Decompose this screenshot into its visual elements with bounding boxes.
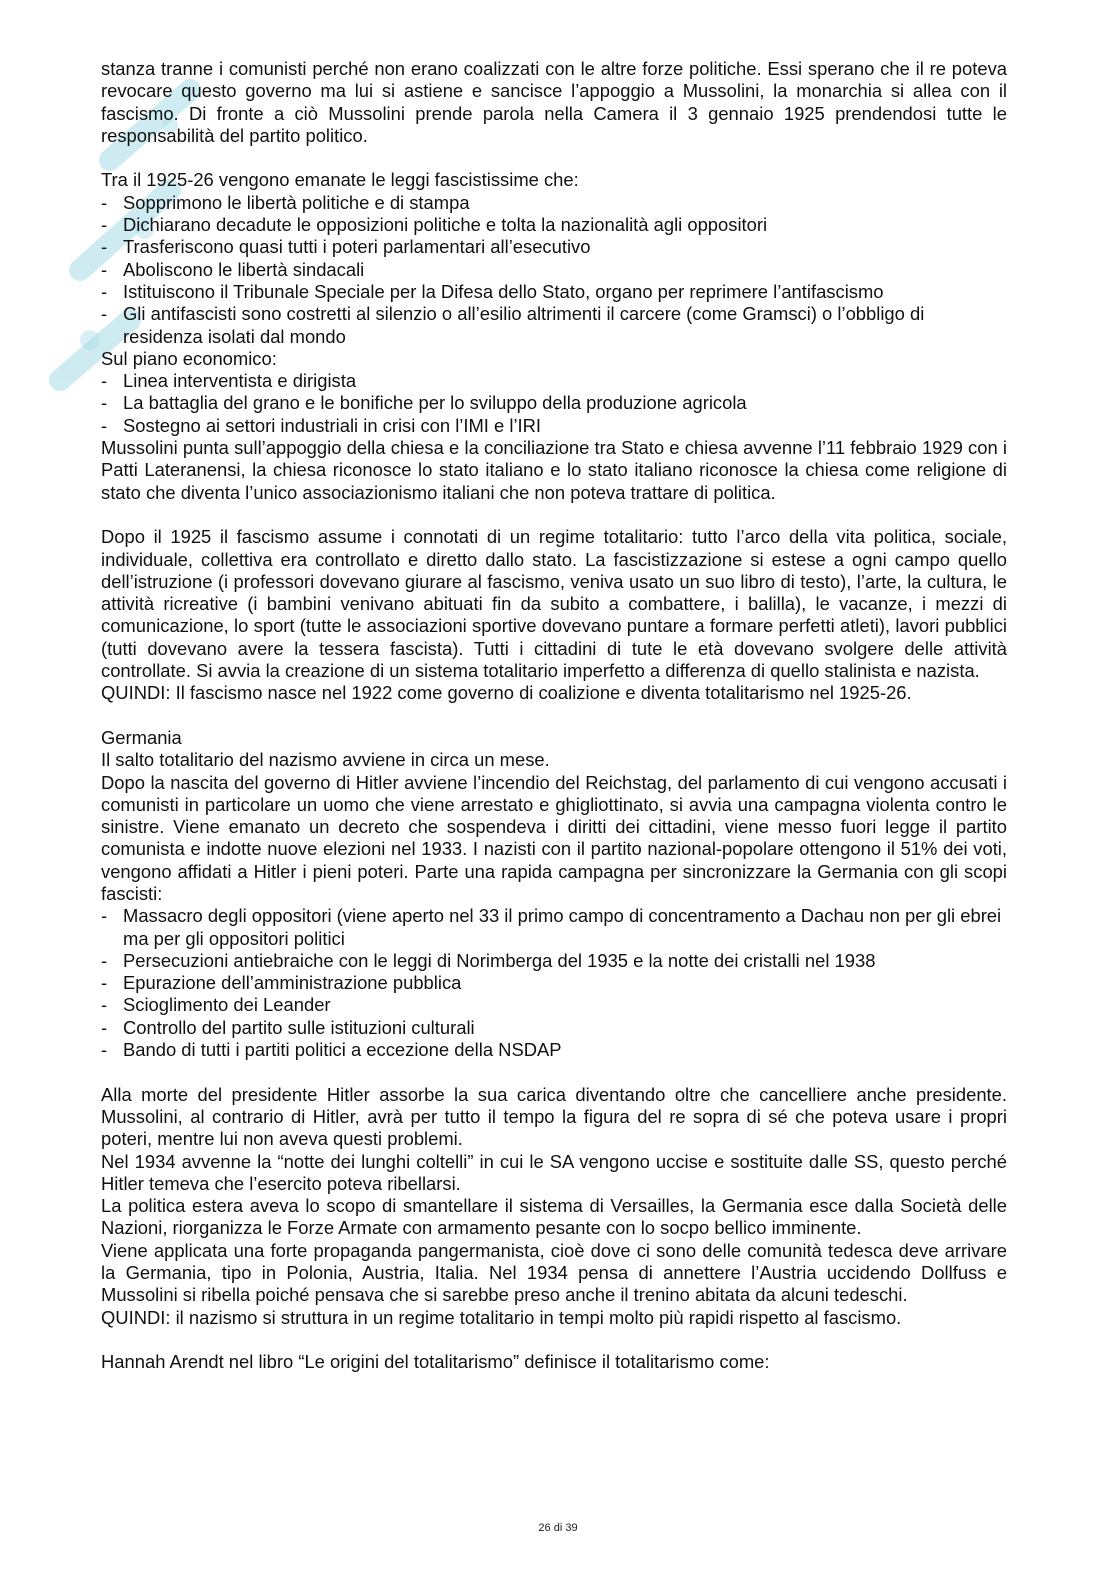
paragraph-arendt: Hannah Arendt nel libro “Le origini del totalitarismo” definisce il totalitarismo come: <box>101 1351 770 1373</box>
list-item: - Istituiscono il Tribunale Speciale per la Difesa dello Stato, organo per reprimere l’antifascismo <box>101 281 1007 303</box>
list-item: - Sopprimono le libertà politiche e di stampa <box>101 192 1007 214</box>
list-item: - La battaglia del grano e le bonifiche per lo sviluppo della produzione agricola <box>101 392 1007 414</box>
list-item: - Aboliscono le libertà sindacali <box>101 259 1007 281</box>
page-number: 26 di 39 <box>538 1522 578 1534</box>
economico-intro: Sul piano economico: <box>101 347 277 369</box>
germania-list <box>101 905 1007 1061</box>
document-body <box>101 58 1007 1374</box>
list-item: - Bando di tutti i partiti politici a eccezione della NSDAP <box>101 1039 1007 1061</box>
paragraph-morte-presidente: Alla morte del presidente Hitler assorbe la sua carica diventando oltre che cancelliere anche presidente. Mussolini, al contrario di Hitler, avrà per tutto il tempo la figura del re sopra di sé che poteva usare i propri poteri, mentre lui non aveva questi problemi. <box>101 1083 1007 1150</box>
list-item: - Sostegno ai settori industriali in crisi con l’IMI e l’IRI <box>101 415 1007 437</box>
paragraph-notte-coltelli: Nel 1934 avvenne la “notte dei lunghi coltelli” in cui le SA vengono uccise e sostituite dalle SS, questo perché Hitler temeva che l’esercito poteva ribellarsi. <box>101 1150 1007 1194</box>
list-item: - Controllo del partito sulle istituzioni culturali <box>101 1017 1007 1039</box>
paragraph-propaganda: Viene applicata una forte propaganda pangermanista, cioè dove ci sono delle comunità tedesca deve arrivare la Germania, tipo in Polonia, Austria, Italia. Nel 1934 pensa di annettere l’Austria uccidendo Dollfuss e Mussolini si ribella poiché pensava che si sarebbe preso anche il trenino abitata da alcuni tedeschi. <box>101 1239 1007 1306</box>
paragraph-politica-estera: La politica estera aveva lo scopo di smantellare il sistema di Versailles, la Germania esce dalla Società delle Nazioni, riorganizza le Forze Armate con armamento pesante con lo socpo bellico imminente. <box>101 1195 1007 1239</box>
list-item: - Persecuzioni antiebraiche con le leggi di Norimberga del 1935 e la notte dei cristalli nel 1938 <box>101 950 1007 972</box>
paragraph-quindi-nazismo: QUINDI: il nazismo si struttura in un regime totalitario in tempi molto più rapidi rispetto al fascismo. <box>101 1306 902 1328</box>
list-item: - Scioglimento dei Leander <box>101 994 1007 1016</box>
paragraph-salto: Il salto totalitario del nazismo avviene in circa un mese. <box>101 749 550 771</box>
list-item: - Massacro degli oppositori (viene aperto nel 33 il primo campo di concentramento a Dachau non per gli ebrei ma per gli oppositori politici <box>101 905 1007 950</box>
leggi-intro: Tra il 1925-26 vengono emanate le leggi fascistissime che: <box>101 169 579 191</box>
paragraph-reichstag: Dopo la nascita del governo di Hitler avviene l’incendio del Reichstag, del parlamento di cui vengono accusati i comunisti in particolare un uomo che viene arrestato e ghigliottinato, si avvia una campagna violenta contro le sinistre. Viene emanato un decreto che sospendeva i diritti dei cittadini, viene messo fuori legge il partito comunista e indotte nuove elezioni nel 1933. I nazisti con il partito nazional-popolare ottengono il 51% dei voti, vengono affidati a Hitler i pieni poteri. Parte una rapida campagna per sincronizzare la Germania con gli scopi fascisti: <box>101 771 1007 904</box>
section-heading-germania: Germania <box>101 726 182 748</box>
paragraph-chiesa: Mussolini punta sull’appoggio della chiesa e la conciliazione tra Stato e chiesa avvenne l’11 febbraio 1929 con i Patti Lateranensi, la chiesa riconosce lo stato italiano e lo stato italiano riconosce la chiesa come religione di stato che diventa l’unico associazionismo italiani che non poteva trattare di politica. <box>101 437 1007 503</box>
leggi-list <box>101 192 1007 348</box>
paragraph-camera: stanza tranne i comunisti perché non erano coalizzati con le altre forze politiche. Essi sperano che il re poteva revocare questo governo ma lui si astiene e sancisce l’appoggio a Mussolini, la monarchia si allea con il fascismo. Di fronte a ciò Mussolini prende parola nella Camera il 3 gennaio 1925 prendendosi tutte le responsabilità del partito politico. <box>101 58 1007 146</box>
list-item: - Trasferiscono quasi tutti i poteri parlamentari all’esecutivo <box>101 236 1007 258</box>
paragraph-quindi-fascismo: QUINDI: Il fascismo nasce nel 1922 come governo di coalizione e diventa totalitarismo nel 1925-26. <box>101 682 912 704</box>
economico-list <box>101 370 1007 437</box>
list-item: - Linea interventista e dirigista <box>101 370 1007 392</box>
list-item: - Epurazione dell’amministrazione pubblica <box>101 972 1007 994</box>
paragraph-regime: Dopo il 1925 il fascismo assume i connotati di un regime totalitario: tutto l’arco della vita politica, sociale, individuale, collettiva era controllato e diretto dallo stato. La fascistizzazione si estese a ogni campo quello dell’istruzione (i professori dovevano giurare al fascismo, veniva usato un suo libro di testo), l’arte, la cultura, le attività ricreative (i bambini venivano abituati fin da subito a combattere, i balilla), le vacanze, i mezzi di comunicazione, lo sport (tutte le associazioni sportive dovevano puntare a formare perfetti atleti), lavori pubblici (tutti dovevano avere la tessera fascista). Tutti i cittadini di tute le età dovevano svolgere delle attività controllate. Si avvia la creazione di un sistema totalitario imperfetto a differenza di quello stalinista e nazista. <box>101 526 1007 682</box>
list-item: - Dichiarano decadute le opposizioni politiche e tolta la nazionalità agli oppositori <box>101 214 1007 236</box>
list-item: - Gli antifascisti sono costretti al silenzio o all’esilio altrimenti il carcere (come Gramsci) o l’obbligo di residenza isolati dal mondo <box>101 303 1007 348</box>
